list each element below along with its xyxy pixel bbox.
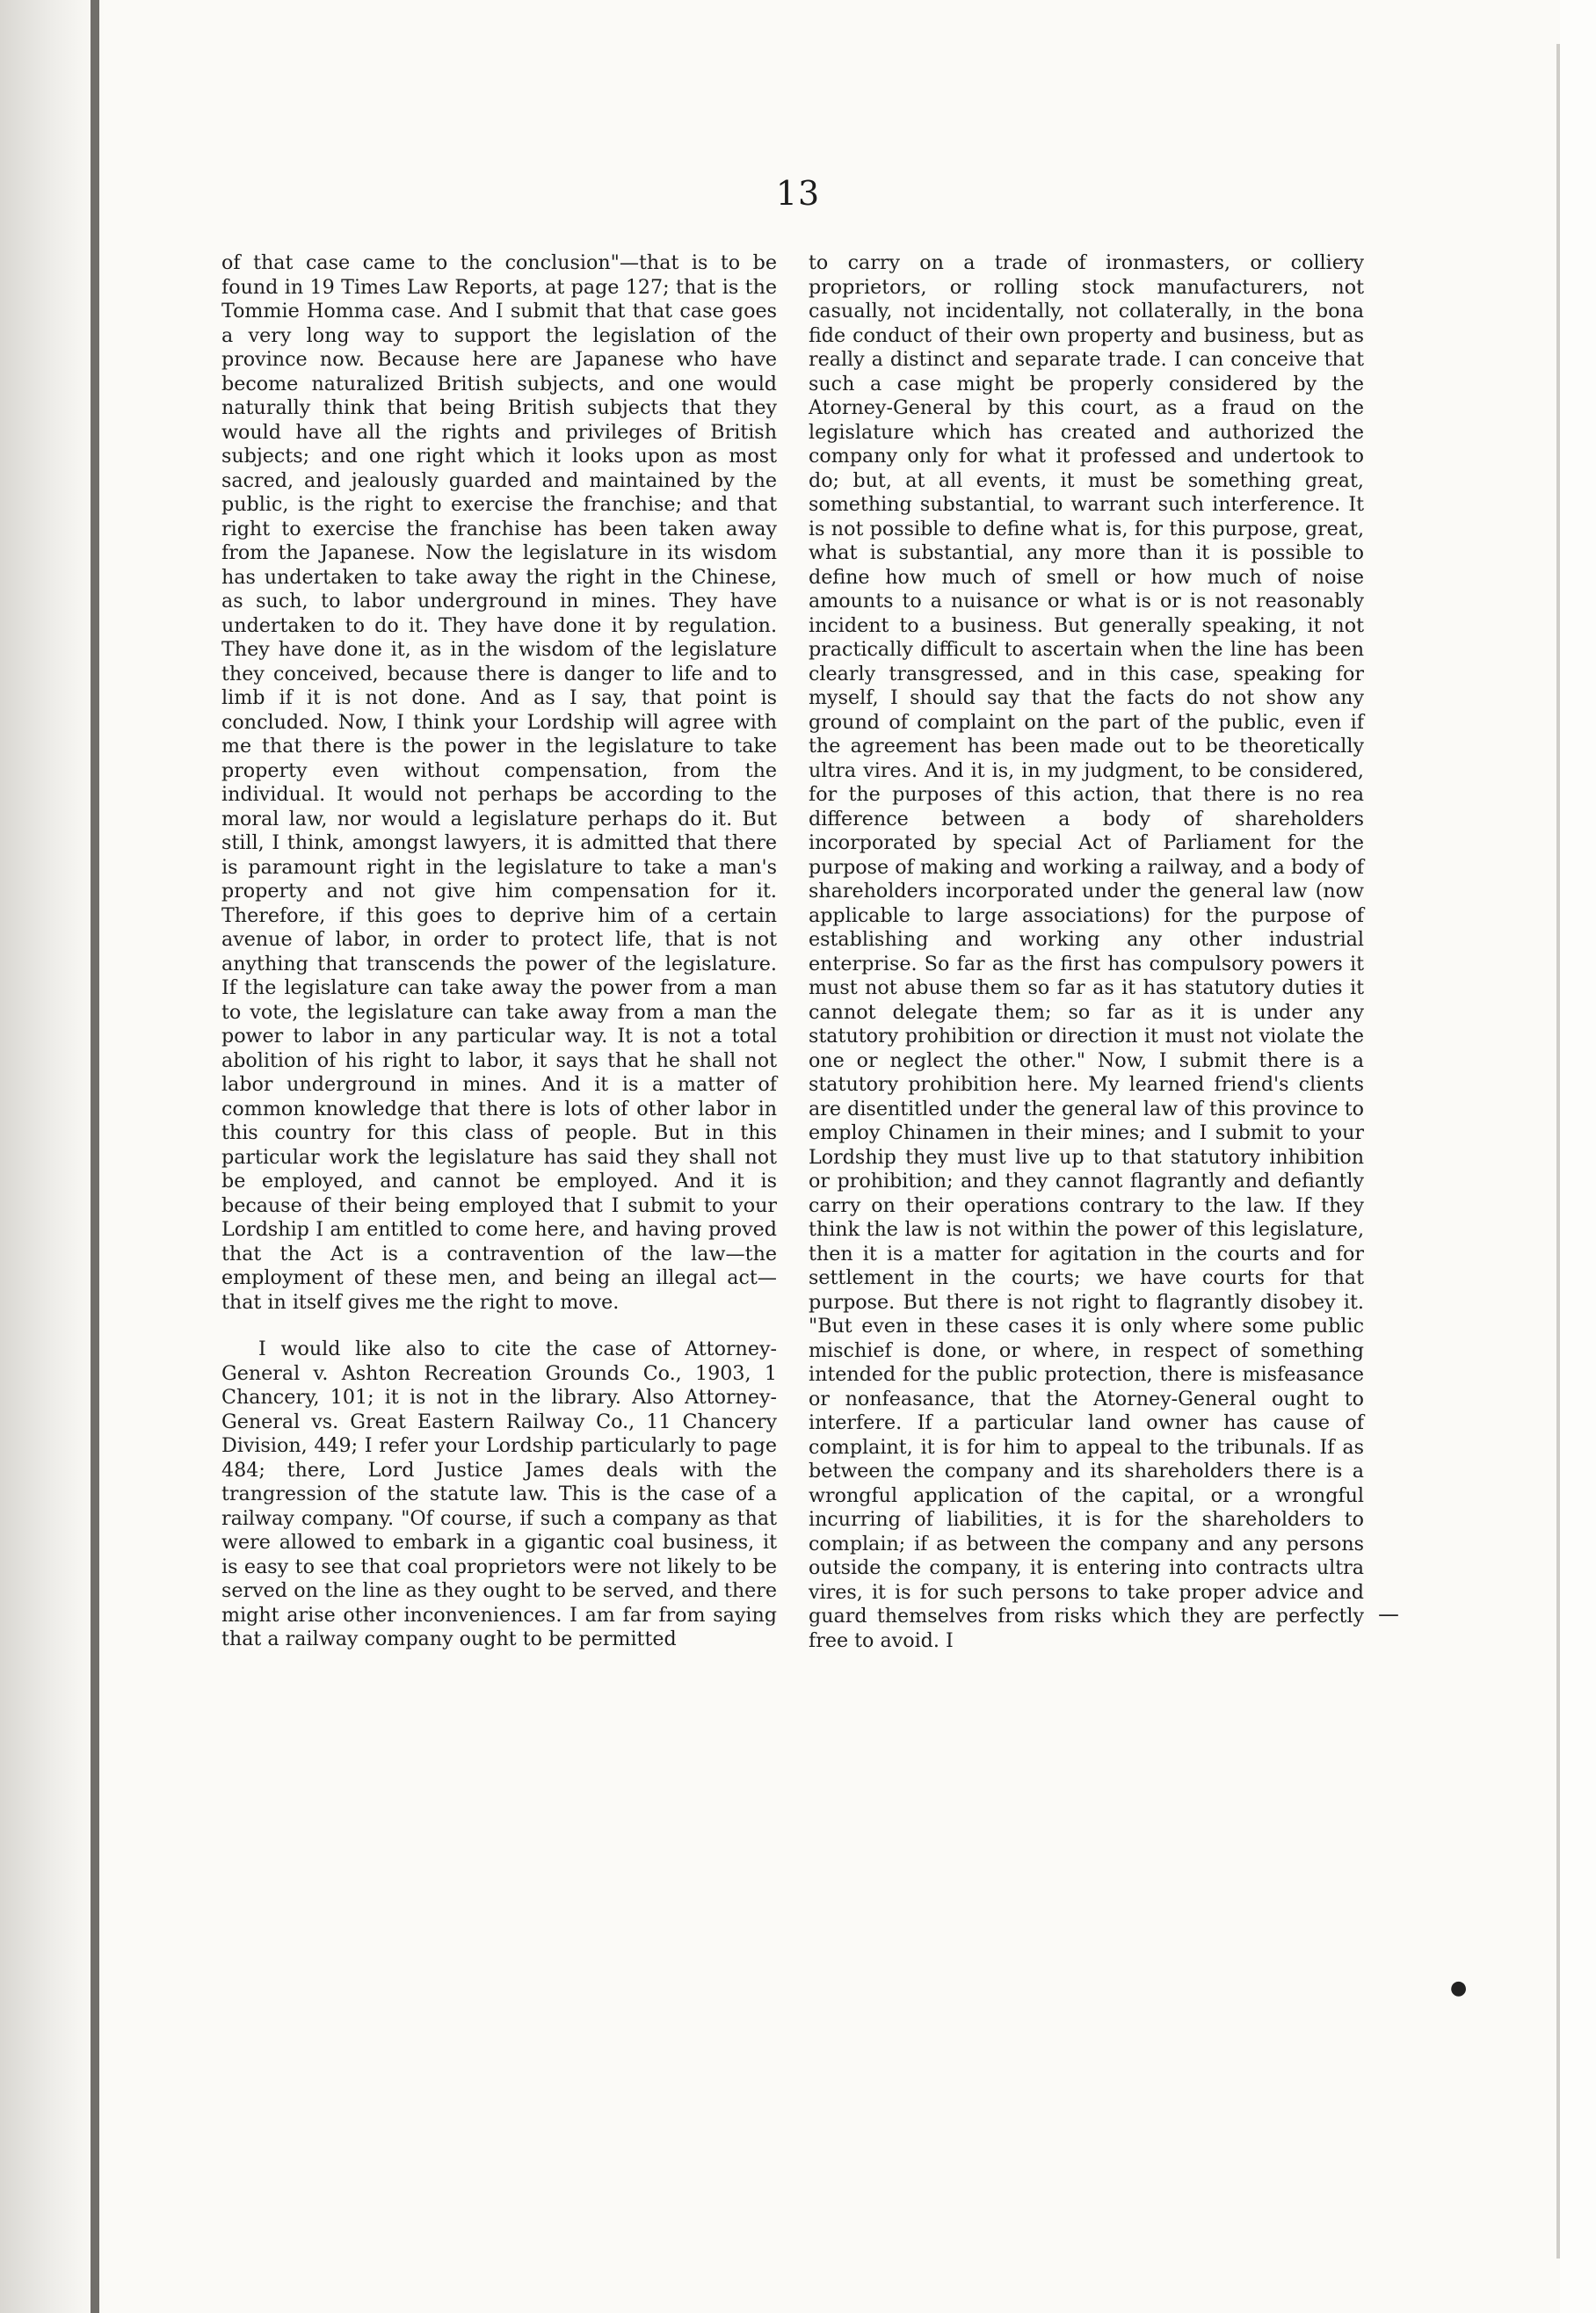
book-spine-edge [91,0,99,2313]
left-column-paragraph-1: of that case came to the conclusion"—that is to be found in 19 Times Law Reports, at page 127; that is the Tommie Homma case. And I submit that that case goes a very long way to support the legislation of the province now. Because here are Japanese who have become naturalized British subjects, and one would naturally think that being British subjects that they would have all the rights and privileges of British subjects; and one right which it looks upon as most sacred, and jealously guarded and maintained by the public, is the right to exercise the franchise; and that right to exercise the franchise has been taken away from the Japanese. Now the legislature in its wisdom has undertaken to take away the right in the Chinese, as such, to labor underground in mines. They have undertaken to do it. They have done it by regulation. They have done it, as in the wisdom of the legislature they conceived, because there is danger to life and to limb if it is not done. And as I say, that point is concluded. Now, I think your Lordship will agree with me that there is the power in the legislature to take property even without compensation, from the individual. It would not perhaps be according to the moral law, nor would a legislature perhaps do it. But still, I think, amongst lawyers, it is admitted that there is paramount right in the legislature to take a man's property and not give him compensation for it. Therefore, if this goes to deprive him of a certain avenue of labor, in order to protect life, that is not anything that transcends the power of the legislature. If the legislature can take away the power from a man to vote, the legislature can take away from a man the power to labor in any particular way. It is not a total abolition of his right to labor, it says that he shall not labor underground in mines. And it is a matter of common knowledge that there is lots of other labor in this country for this class of people. But in this particular work the legislature has said they shall not be employed, and cannot be employed. And it is because of their being employed that I submit to your Lordship I am entitled to come here, and having proved that the Act is a contravention of the law—the employment of these men, and being an illegal act—that in itself gives me the right to move. [221,251,777,1314]
margin-dash-mark: — [1378,1602,1399,1627]
right-column-paragraph-1: to carry on a trade of ironmasters, or colliery proprietors, or rolling stock manufacturers, not casually, not incidentally, not collaterally, in the bona fide conduct of their own property and business, but as really a distinct and separate trade. I can conceive that such a case might be properly considered by the Atorney-General by this court, as a fraud on the legislature which has created and authorized the company only for what it professed and undertook to do; but, at all events, it must be something great, something substantial, to warrant such interference. It is not possible to define what is, for this purpose, great, what is substantial, any more than it is possible to define how much of smell or how much of noise amounts to a nuisance or what is or is not reasonably incident to a business. But generally speaking, it not practically difficult to ascertain when the line has been clearly transgressed, and in this case, speaking for myself, I should say that the facts do not show any ground of complaint on the part of the public, even if the agreement has been made out to be theoretically ultra vires. And it is, in my judgment, to be considered, for the purposes of this action, that there is no rea difference between a body of shareholders incorporated by special Act of Parliament for the purpose of making and working a railway, and a body of shareholders incorporated under the general law (now applicable to large associations) for the purpose of establishing and working any other industrial enterprise. So far as the first has compulsory powers it must not abuse them so far as it has statutory duties it cannot delegate them; so far as it is under any statutory prohibition or direction it must not violate the one or neglect the other." Now, I submit there is a statutory prohibition here. My learned friend's clients are disentitled under the general law of this province to employ Chinamen in their mines; and I submit to your Lordship they must live up to that statutory inhibition or prohibition; and they cannot flagrantly and defiantly carry on their operations contrary to the law. If they think the law is not within the power of this legislature, then it is a matter for agitation in the courts and for settlement in the courts; we have courts for that purpose. But there is not right to flagrantly disobey it. "But even in these cases it is only where some public mischief is done, or where, in respect of something intended for the public protection, there is misfeasance or nonfeasance, that the Atorney-General ought to interfere. If a particular land owner has cause of complaint, it is for him to appeal to the tribunals. If as between the company and its shareholders there is a wrongful application of the capital, or a wrongful incurring of liabilities, it is for the shareholders to complain; if as between the company and any persons outside the company, it is entering into contracts ultra vires, it is for such persons to take proper advice and guard themselves from risks which they are perfectly free to avoid. I [809,251,1364,1652]
left-text-column [221,251,777,1652]
book-binding-shadow [0,0,105,2313]
scan-right-margin [1560,0,1596,2313]
right-text-column [809,251,1364,1653]
page-number: 13 [775,174,821,213]
left-column-paragraph-2: I would like also to cite the case of Attorney-General v. Ashton Recreation Grounds Co., 1903, 1 Chancery, 101; it is not in the library. Also Attorney-General vs. Great Eastern Railway Co., 11 Chancery Division, 449; I refer your Lordship particularly to page 484; there, Lord Justice James deals with the trangression of the statute law. This is the case of a railway company. "Of course, if such a company as that were allowed to embark in a gigantic coal business, it is easy to see that coal proprietors were not likely to be served on the line as they ought to be served, and there might arise other inconveniences. I am far from saying that a railway company ought to be permitted [221,1338,777,1650]
ink-blot-mark: ● [1450,1977,1468,1999]
